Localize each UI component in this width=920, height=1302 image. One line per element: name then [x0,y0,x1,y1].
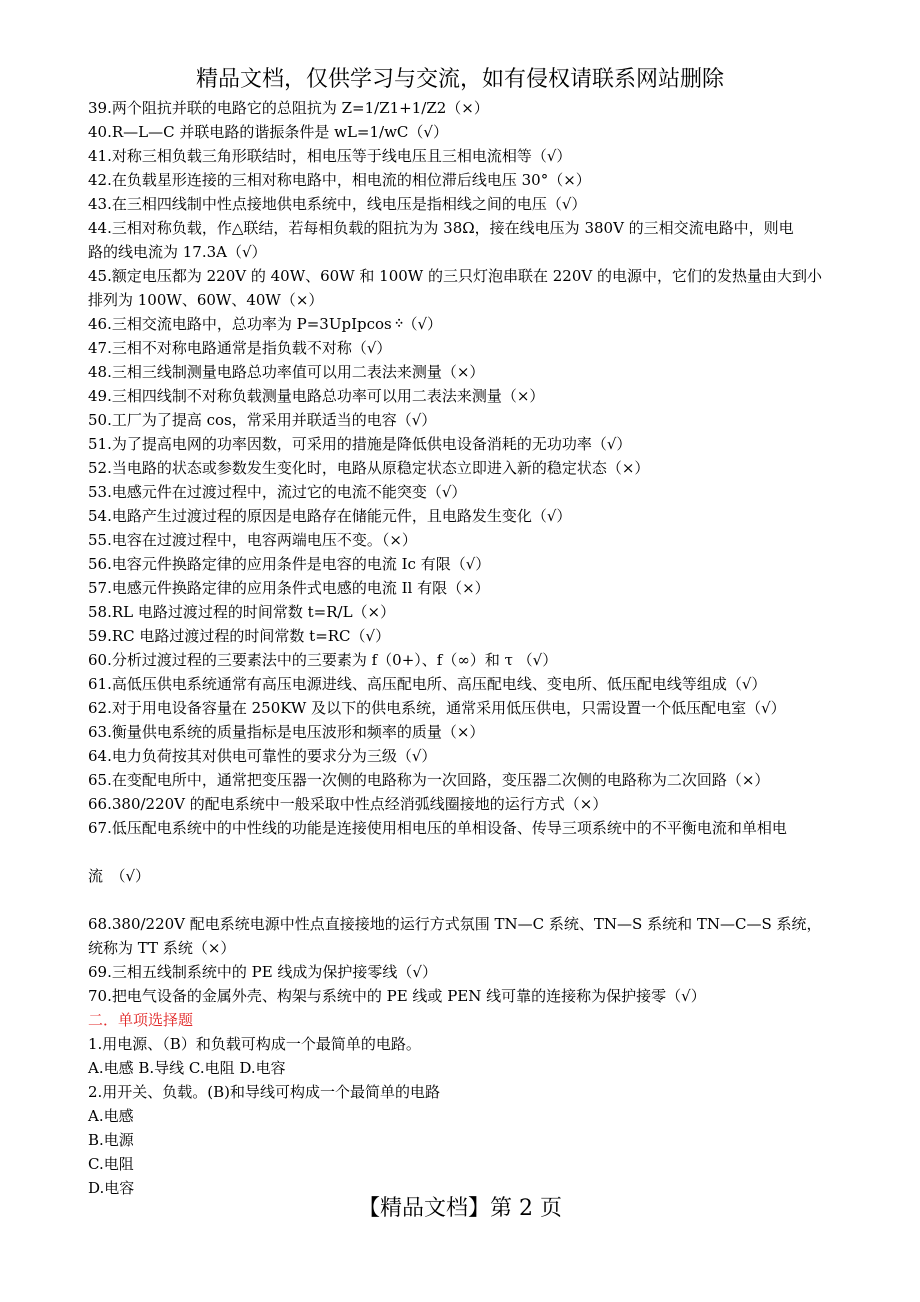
item-40: 40.R—L—C 并联电路的谐振条件是 wL=1/wC（√） [88,123,448,141]
item-56: 56.电容元件换路定律的应用条件是电容的电流 Ic 有限（√） [88,555,491,573]
item-44-line-2: 路的线电流为 17.3A（√） [88,243,267,261]
item-70: 70.把电气设备的金属外壳、构架与系统中的 PE 线或 PEN 线可靠的连接称为保护接零（√） [88,987,706,1005]
item-54: 54.电路产生过渡过程的原因是电路存在储能元件，且电路发生变化（√） [88,507,572,525]
spacer [88,840,848,864]
document-body [88,96,848,1200]
question-1-options: A.电感 B.导线 C.电阻 D.电容 [88,1059,286,1077]
item-64: 64.电力负荷按其对供电可靠性的要求分为三级（√） [88,747,437,765]
item-62: 62.对于用电设备容量在 250KW 及以下的供电系统，通常采用低压供电，只需设置一个低压配电室（√） [88,699,786,717]
item-57: 57.电感元件换路定律的应用条件式电感的电流 Il 有限（×） [88,579,490,597]
section-title: 二．单项选择题 [88,1011,194,1029]
item-50: 50.工厂为了提高 cos，常采用并联适当的电容（√） [88,411,437,429]
item-42: 42.在负载星形连接的三相对称电路中，相电流的相位滞后线电压 30°（×） [88,171,591,189]
item-45-line-1: 45.额定电压都为 220V 的 40W、60W 和 100W 的三只灯泡串联在 220V 的电源中，它们的发热量由大到小 [88,267,822,285]
item-45-line-2: 排列为 100W、60W、40W（×） [88,291,324,309]
page-header: 精品文档，仅供学习与交流，如有侵权请联系网站删除 [195,67,724,92]
item-46: 46.三相交流电路中，总功率为 P=3UpIpcos᠅（√） [88,315,443,333]
item-51: 51.为了提高电网的功率因数，可采用的措施是降低供电设备消耗的无功功率（√） [88,435,632,453]
item-58: 58.RL 电路过渡过程的时间常数 t=R/L（×） [88,603,396,621]
item-61: 61.高低压供电系统通常有高压电源进线、高压配电所、高压配电线、变电所、低压配电线等组成（√） [88,675,767,693]
page-footer: 【精品文档】第 2 页 [358,1196,562,1221]
item-52: 52.当电路的状态或参数发生变化时，电路从原稳定状态立即进入新的稳定状态（×） [88,459,650,477]
item-67-line-2: 流 （√） [88,867,151,885]
item-69: 69.三相五线制系统中的 PE 线成为保护接零线（√） [88,963,437,981]
question-2-option-b: B.电源 [88,1131,134,1149]
question-1: 1.用电源、（B）和负载可构成一个最简单的电路。 [88,1035,421,1053]
spacer [88,888,848,912]
item-47: 47.三相不对称电路通常是指负载不对称（√） [88,339,392,357]
item-68-line-2: 统称为 TT 系统（×） [88,939,236,957]
question-2-option-d: D.电容 [88,1179,135,1197]
question-2: 2.用开关、负载。(B)和导线可构成一个最简单的电路 [88,1083,441,1101]
item-41: 41.对称三相负载三角形联结时，相电压等于线电压且三相电流相等（√） [88,147,572,165]
item-59: 59.RC 电路过渡过程的时间常数 t=RC（√） [88,627,391,645]
item-55: 55.电容在过渡过程中，电容两端电压不变。（×） [88,531,417,549]
item-60: 60.分析过渡过程的三要素法中的三要素为 f（0+）、f（∞）和 τ （√） [88,651,558,669]
item-49: 49.三相四线制不对称负载测量电路总功率可以用二表法来测量（×） [88,387,545,405]
item-43: 43.在三相四线制中性点接地供电系统中，线电压是指相线之间的电压（√） [88,195,587,213]
item-44-line-1: 44.三相对称负载，作△联结，若每相负载的阻抗为为 38Ω，接在线电压为 380V 的三相交流电路中，则电 [88,219,794,237]
item-66: 66.380/220V 的配电系统中一般采取中性点经消弧线圈接地的运行方式（×） [88,795,608,813]
question-2-option-c: C.电阻 [88,1155,134,1173]
question-2-option-a: A.电感 [88,1107,134,1125]
item-67-line-1: 67.低压配电系统中的中性线的功能是连接使用相电压的单相设备、传导三项系统中的不平衡电流和单相电 [88,819,787,837]
item-53: 53.电感元件在过渡过程中，流过它的电流不能突变（√） [88,483,467,501]
item-63: 63.衡量供电系统的质量指标是电压波形和频率的质量（×） [88,723,485,741]
item-68-line-1: 68.380/220V 配电系统电源中性点直接接地的运行方式氛围 TN—C 系统、TN—S 系统和 TN—C—S 系统， [88,915,822,933]
item-48: 48.三相三线制测量电路总功率值可以用二表法来测量（×） [88,363,485,381]
item-39: 39.两个阻抗并联的电路它的总阻抗为 Z=1/Z1+1/Z2（×） [88,99,489,117]
item-65: 65.在变配电所中，通常把变压器一次侧的电路称为一次回路，变压器二次侧的电路称为二次回路（×） [88,771,770,789]
